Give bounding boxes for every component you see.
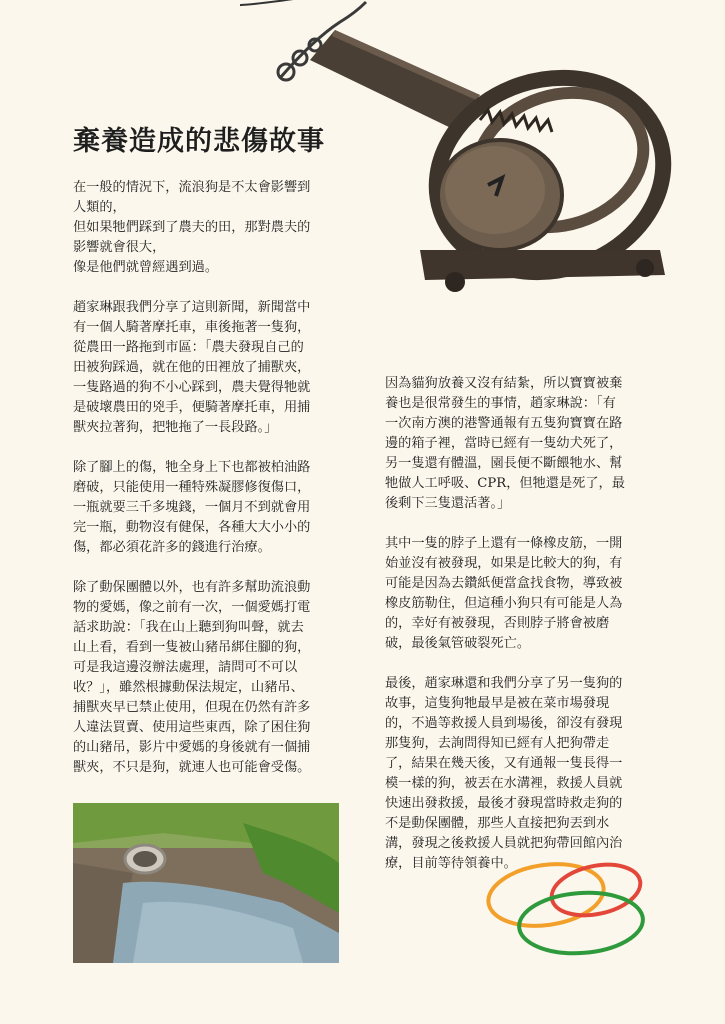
paragraph: 最後，趙家琳還和我們分享了另一隻狗的 故事，這隻狗牠最早是被在菜市場發現 的，不過等救援人員到場後，卻沒有發現 那隻狗，去詢問得知已經有人把狗帶走 了，結果在幾天後，又有通報一隻長得一 模一樣的狗，被丟在水溝裡，救援人員就 快速出發救援，最後才發現當時救走狗的 不是動保團體，那些人直接把狗丟到水 溝，發現之後救援人員就把狗帶回館內治 療，目前等待領養中。 bbox=[385, 676, 623, 871]
left-column bbox=[73, 178, 343, 798]
paragraph: 除了動保團體以外，也有許多幫助流浪動 物的愛媽，像之前有一次，一個愛媽打電 話求助說：「我在山上聽到狗叫聲，就去 山上看，看到一隻被山豬吊綁住腳的狗， 可是我這邊沒辦法處理，請問可不可以 收？」，雖然根據動保法規定，山豬吊、 捕獸夾早已禁止使用，但現在仍然有許多 人違法買賣、使用這些東西，除了困住狗 的山豬吊，影片中愛媽的身後就有一個捕 獸夾，不只是狗，就連人也可能會受傷。 bbox=[73, 580, 311, 775]
paragraph: 因為貓狗放養又沒有結紮，所以寶寶被棄 養也是很常發生的事情，趙家琳說：「有 一次南方澳的港警通報有五隻狗寶寶在路 邊的箱子裡，當時已經有一隻幼犬死了， 另一隻還有體溫，園長便不斷餵牠水、幫 牠做人工呼吸、CPR，但牠還是死了，最 後剩下三隻還活著。」 bbox=[385, 376, 625, 511]
right-column bbox=[385, 374, 653, 894]
paragraph: 趙家琳跟我們分享了這則新聞，新聞當中 有一個人騎著摩托車，車後拖著一隻狗， 從農田一路拖到市區：「農夫發現自己的 田被狗踩過，就在他的田裡放了捕獸夾， 一隻路過的狗不小心踩到，農夫覺得牠就 是破壞農田的兇手，便騎著摩托車，用捕 獸夾拉著狗，把牠拖了一長段路。」 bbox=[73, 300, 311, 435]
paragraph: 除了腳上的傷，牠全身上下也都被柏油路 磨破，只能使用一種特殊凝膠修復傷口， 一瓶就要三千多塊錢，一個月不到就會用 完一瓶，動物沒有健保，各種大大小小的 傷，都必須花許多的錢進行治療。 bbox=[73, 460, 311, 555]
rubber-bands-illustration bbox=[486, 855, 666, 965]
drainage-ditch-photo bbox=[73, 803, 339, 963]
article-title: 棄養造成的悲傷故事 bbox=[73, 126, 325, 157]
paragraph: 在一般的情況下，流浪狗是不太會影響到 人類的， 但如果牠們踩到了農夫的田，那對農夫的 影響就會很大， 像是他們就曾經遇到過。 bbox=[73, 180, 311, 275]
paragraph: 其中一隻的脖子上還有一條橡皮筋，一開 始並沒有被發現，如果是比較大的狗，有 可能是因為去鑽紙便當盒找食物，導致被 橡皮筋勒住，但這種小狗只有可能是人為 的，幸好有被發現，否則脖子將會被磨 破，最後氣管破裂死亡。 bbox=[385, 536, 623, 651]
